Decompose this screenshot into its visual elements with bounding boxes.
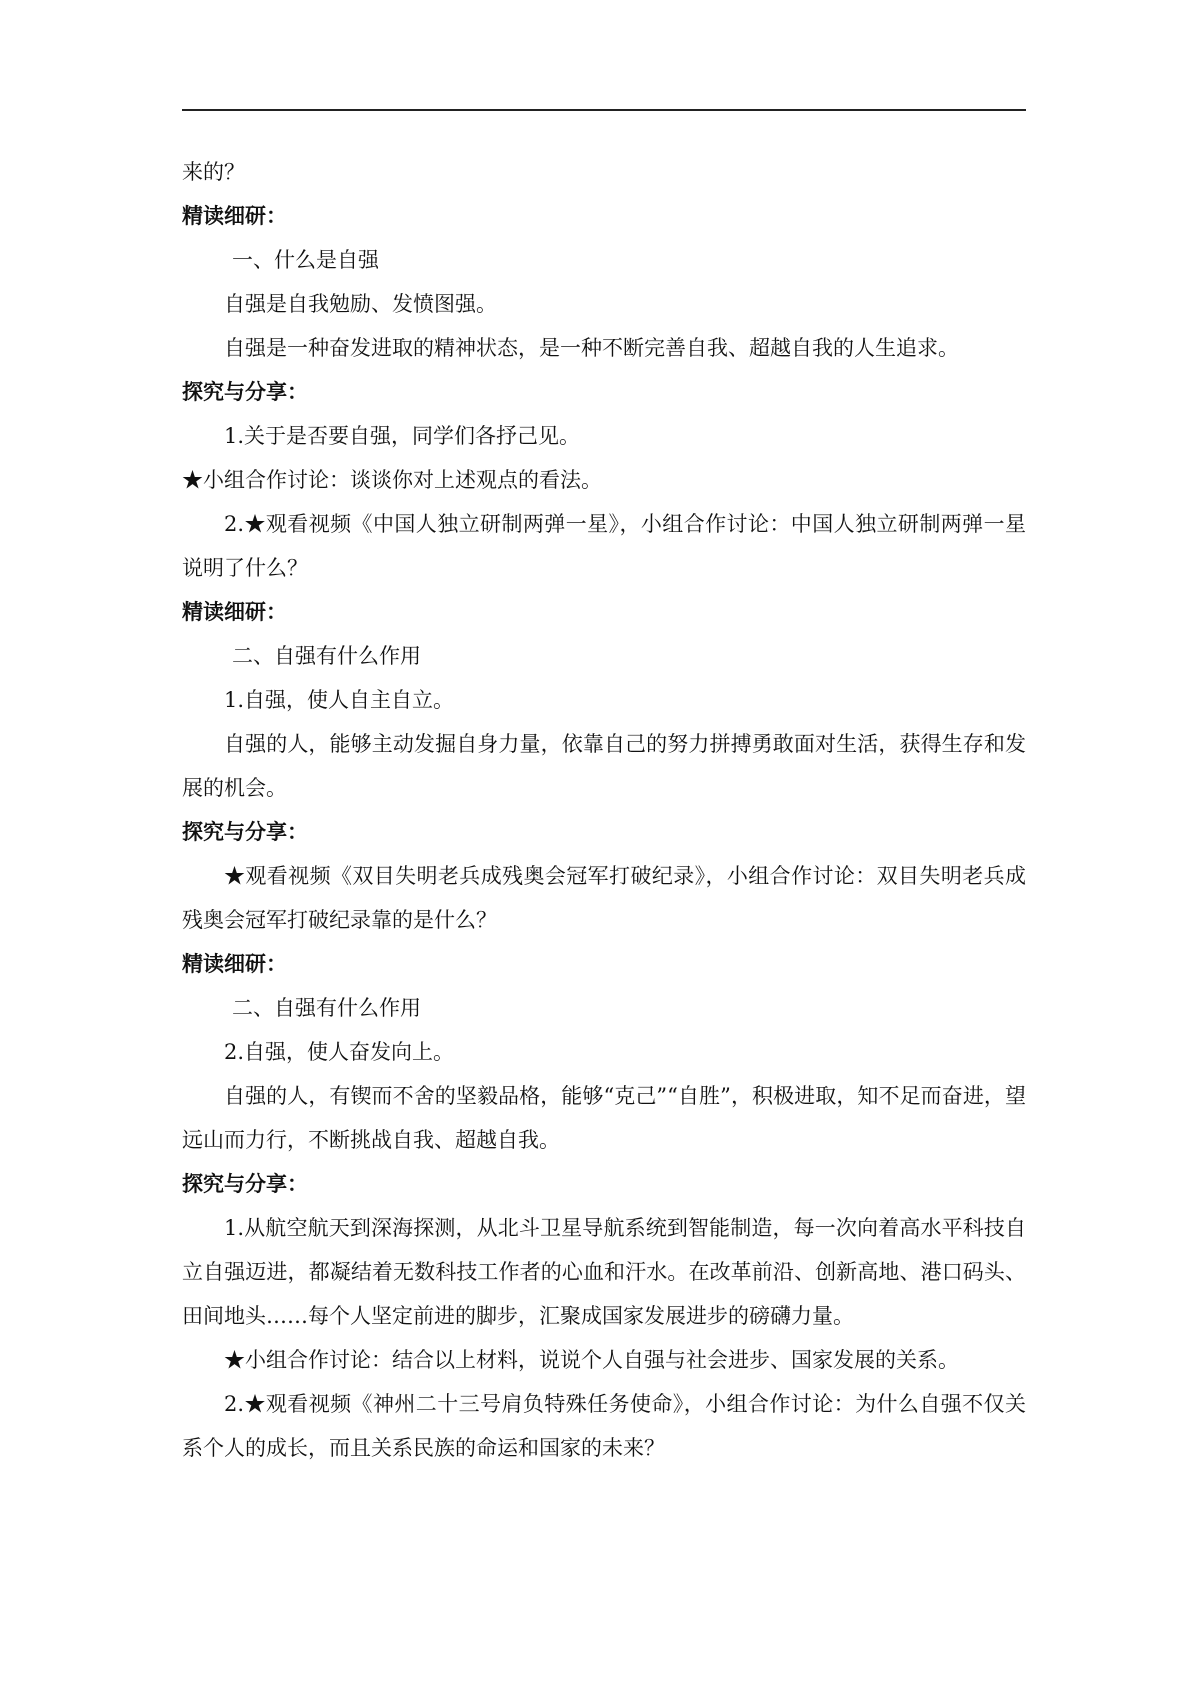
subheading-what-is-self-strength: 一、什么是自强 bbox=[232, 248, 379, 272]
paragraph: 2.自强，使人奋发向上。 bbox=[224, 1040, 455, 1064]
section-heading-explore-share: 探究与分享： bbox=[182, 380, 308, 404]
section-heading-intensive-reading: 精读细研： bbox=[182, 952, 287, 976]
paragraph: 自强是一种奋发进取的精神状态，是一种不断完善自我、超越自我的人生追求。 bbox=[224, 336, 959, 360]
section-heading-intensive-reading: 精读细研： bbox=[182, 204, 287, 228]
paragraph: 自强的人，有锲而不舍的坚毅品格，能够“克己”“自胜”，积极进取，知不足而奋进，望远山而力行，不断挑战自我、超越自我。 bbox=[182, 1084, 1026, 1152]
paragraph: 2.★观看视频《中国人独立研制两弹一星》，小组合作讨论：中国人独立研制两弹一星说明了什么？ bbox=[182, 512, 1026, 580]
subheading-role-of-self-strength: 二、自强有什么作用 bbox=[232, 644, 421, 668]
section-heading-explore-share: 探究与分享： bbox=[182, 820, 308, 844]
section-heading-intensive-reading: 精读细研： bbox=[182, 600, 287, 624]
continuation-line: 来的？ bbox=[182, 160, 245, 184]
paragraph: 自强的人，能够主动发掘自身力量，依靠自己的努力拼搏勇敢面对生活，获得生存和发展的机会。 bbox=[182, 732, 1026, 800]
group-discussion-line: ★小组合作讨论：谈谈你对上述观点的看法。 bbox=[182, 468, 602, 492]
header-rule bbox=[182, 109, 1026, 111]
paragraph: 2.★观看视频《神州二十三号肩负特殊任务使命》，小组合作讨论：为什么自强不仅关系个人的成长，而且关系民族的命运和国家的未来？ bbox=[182, 1392, 1026, 1460]
paragraph: ★观看视频《双目失明老兵成残奥会冠军打破纪录》，小组合作讨论：双目失明老兵成残奥会冠军打破纪录靠的是什么？ bbox=[182, 864, 1026, 932]
paragraph: ★小组合作讨论：结合以上材料，说说个人自强与社会进步、国家发展的关系。 bbox=[224, 1348, 959, 1372]
paragraph: 自强是自我勉励、发愤图强。 bbox=[224, 292, 497, 316]
document-body bbox=[182, 150, 1026, 1470]
paragraph: 1.从航空航天到深海探测，从北斗卫星导航系统到智能制造，每一次向着高水平科技自立自强迈进，都凝结着无数科技工作者的心血和汗水。在改革前沿、创新高地、港口码头、田间地头……每个人坚定前进的脚步，汇聚成国家发展进步的磅礴力量。 bbox=[182, 1216, 1026, 1328]
paragraph: 1.关于是否要自强，同学们各抒己见。 bbox=[224, 424, 581, 448]
subheading-role-of-self-strength: 二、自强有什么作用 bbox=[232, 996, 421, 1020]
section-heading-explore-share: 探究与分享： bbox=[182, 1172, 308, 1196]
paragraph: 1.自强，使人自主自立。 bbox=[224, 688, 455, 712]
